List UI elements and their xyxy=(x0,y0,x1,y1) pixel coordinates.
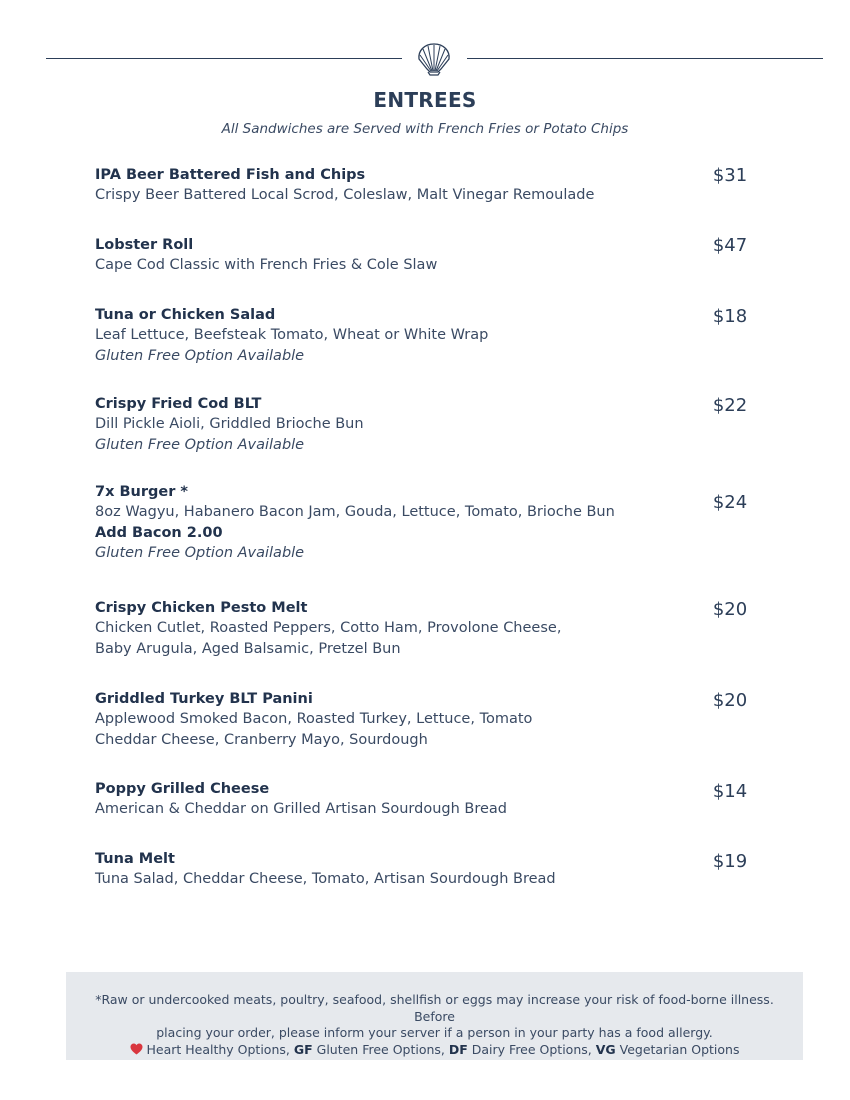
item-name: Lobster Roll xyxy=(95,237,194,253)
item-description: Cape Cod Classic with French Fries & Cole Slaw xyxy=(95,257,438,273)
legend-df-text: Dairy Free Options, xyxy=(467,1041,596,1057)
legend-gf-text: Gluten Free Options, xyxy=(312,1041,449,1057)
menu-item xyxy=(95,598,665,659)
item-price: $19 xyxy=(712,851,748,872)
item-price: $14 xyxy=(712,781,748,802)
header-rule-left xyxy=(46,58,402,59)
item-price: $24 xyxy=(712,492,748,513)
legend-gf-code: GF xyxy=(293,1041,313,1057)
menu-item xyxy=(95,165,665,206)
section-title: ENTREES xyxy=(373,88,477,112)
item-price: $18 xyxy=(712,306,748,327)
scallop-shell-icon xyxy=(416,42,452,76)
dietary-legend xyxy=(74,1042,795,1059)
item-price: $22 xyxy=(712,395,748,416)
item-name: Poppy Grilled Cheese xyxy=(95,781,270,797)
menu-item xyxy=(95,482,665,564)
gluten-free-note: Gluten Free Option Available xyxy=(95,545,305,561)
menu-item xyxy=(95,235,665,276)
footer-disclaimer-box xyxy=(66,972,803,1060)
legend-heart-text: Heart Healthy Options, xyxy=(142,1041,294,1057)
item-description: Dill Pickle Aioli, Griddled Brioche Bun xyxy=(95,416,364,432)
item-description: 8oz Wagyu, Habanero Bacon Jam, Gouda, Lettuce, Tomato, Brioche Bun xyxy=(95,504,615,520)
item-name: IPA Beer Battered Fish and Chips xyxy=(95,167,366,183)
footer-disclaimer xyxy=(74,992,795,1058)
menu-item xyxy=(95,779,665,820)
item-name: Tuna or Chicken Salad xyxy=(95,307,276,323)
item-price: $20 xyxy=(712,599,748,620)
item-description: Crispy Beer Battered Local Scrod, Coleslaw, Malt Vinegar Remoulade xyxy=(95,187,595,203)
item-description: Leaf Lettuce, Beefsteak Tomato, Wheat or White Wrap xyxy=(95,327,489,343)
item-description-line2: Cheddar Cheese, Cranberry Mayo, Sourdough xyxy=(95,731,428,748)
disclaimer-line-1: *Raw or undercooked meats, poultry, seafood, shellfish or eggs may increase your risk of food-borne illness. Before xyxy=(95,992,774,1024)
section-subtitle: All Sandwiches are Served with French Fries or Potato Chips xyxy=(221,121,629,137)
item-name: Crispy Fried Cod BLT xyxy=(95,396,262,412)
legend-vg-code: VG xyxy=(595,1041,616,1057)
heart-icon xyxy=(130,1043,143,1055)
header-rule-right xyxy=(467,58,823,59)
menu-item xyxy=(95,849,665,890)
item-name: Crispy Chicken Pesto Melt xyxy=(95,600,308,616)
item-name: Tuna Melt xyxy=(95,851,175,867)
menu-item xyxy=(95,394,665,455)
disclaimer-line-2: placing your order, please inform your server if a person in your party has a food allergy. xyxy=(156,1025,713,1040)
legend-df-code: DF xyxy=(448,1041,468,1057)
item-price: $31 xyxy=(712,165,748,186)
menu-item xyxy=(95,689,665,750)
item-name: Griddled Turkey BLT Panini xyxy=(95,691,313,707)
item-description-line2: Baby Arugula, Aged Balsamic, Pretzel Bun xyxy=(95,640,401,657)
item-price: $20 xyxy=(712,690,748,711)
item-description: American & Cheddar on Grilled Artisan Sourdough Bread xyxy=(95,801,507,817)
item-price: $47 xyxy=(712,235,748,256)
legend-vg-text: Vegetarian Options xyxy=(615,1041,740,1057)
item-name: 7x Burger * xyxy=(95,484,189,500)
item-description: Chicken Cutlet, Roasted Peppers, Cotto Ham, Provolone Cheese, xyxy=(95,620,562,636)
item-addon: Add Bacon 2.00 xyxy=(95,524,223,541)
item-description: Tuna Salad, Cheddar Cheese, Tomato, Artisan Sourdough Bread xyxy=(95,871,556,887)
menu-item xyxy=(95,305,665,366)
gluten-free-note: Gluten Free Option Available xyxy=(95,436,305,453)
gluten-free-note: Gluten Free Option Available xyxy=(95,347,305,364)
item-description: Applewood Smoked Bacon, Roasted Turkey, Lettuce, Tomato xyxy=(95,711,533,727)
